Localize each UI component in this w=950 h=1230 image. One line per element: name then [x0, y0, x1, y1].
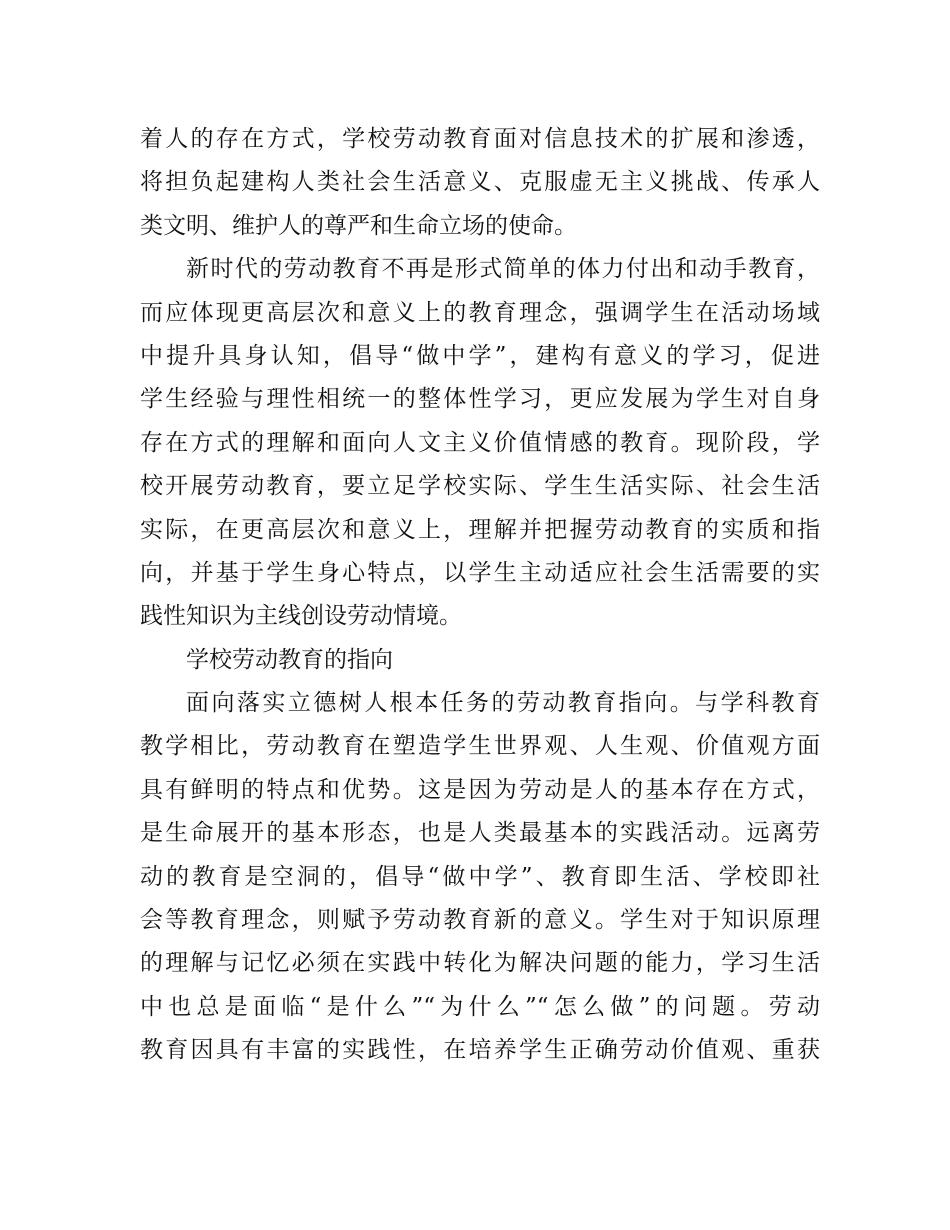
text-line: 类文明、维护人的尊严和生命立场的使命。: [140, 212, 577, 239]
text-line: 学生经验与理性相统一的整体性学习，更应发展为学生对自身: [140, 386, 820, 413]
text-line: 教学相比，劳动教育在塑造学生世界观、人生观、价值观方面: [140, 733, 820, 760]
text-line: 会等教育理念，则赋予劳动教育新的意义。学生对于知识原理: [140, 907, 820, 934]
text-line: 新时代的劳动教育不再是形式简单的体力付出和动手教育，: [186, 256, 820, 283]
text-line: 的理解与记忆必须在实践中转化为解决问题的能力，学习生活: [140, 950, 820, 977]
text-line: 教育因具有丰富的实践性，在培养学生正确劳动价值观、重获: [140, 1037, 820, 1064]
text-line: 向，并基于学生身心特点，以学生主动适应社会生活需要的实: [140, 559, 820, 586]
text-line: 动的教育是空洞的，倡导“做中学”、教育即生活、学校即社: [140, 863, 820, 890]
text-line: 校开展劳动教育，要立足学校实际、学生生活实际、社会生活: [140, 473, 820, 500]
text-line: 是生命展开的基本形态，也是人类最基本的实践活动。远离劳: [140, 820, 820, 847]
text-line: 存在方式的理解和面向人文主义价值情感的教育。现阶段，学: [140, 429, 820, 456]
text-line: 具有鲜明的特点和优势。这是因为劳动是人的基本存在方式，: [140, 776, 820, 803]
text-line: 而应体现更高层次和意义上的教育理念，强调学生在活动场域: [140, 299, 820, 326]
text-line: 中也总是面临“是什么”“为什么”“怎么做”的问题。劳动: [140, 993, 820, 1020]
text-line: 面向落实立德树人根本任务的劳动教育指向。与学科教育: [186, 690, 820, 717]
text-line: 学校劳动教育的指向: [186, 646, 393, 673]
text-line: 实际，在更高层次和意义上，理解并把握劳动教育的实质和指: [140, 516, 820, 543]
text-line: 着人的存在方式，学校劳动教育面对信息技术的扩展和渗透，: [140, 126, 820, 152]
body-text: [140, 118, 820, 1073]
text-line: 践性知识为主线创设劳动情境。: [140, 603, 462, 630]
text-line: 中提升具身认知，倡导“做中学”，建构有意义的学习，促进: [140, 342, 820, 369]
text-line: 将担负起建构人类社会生活意义、克服虚无主义挑战、传承人: [140, 169, 820, 196]
